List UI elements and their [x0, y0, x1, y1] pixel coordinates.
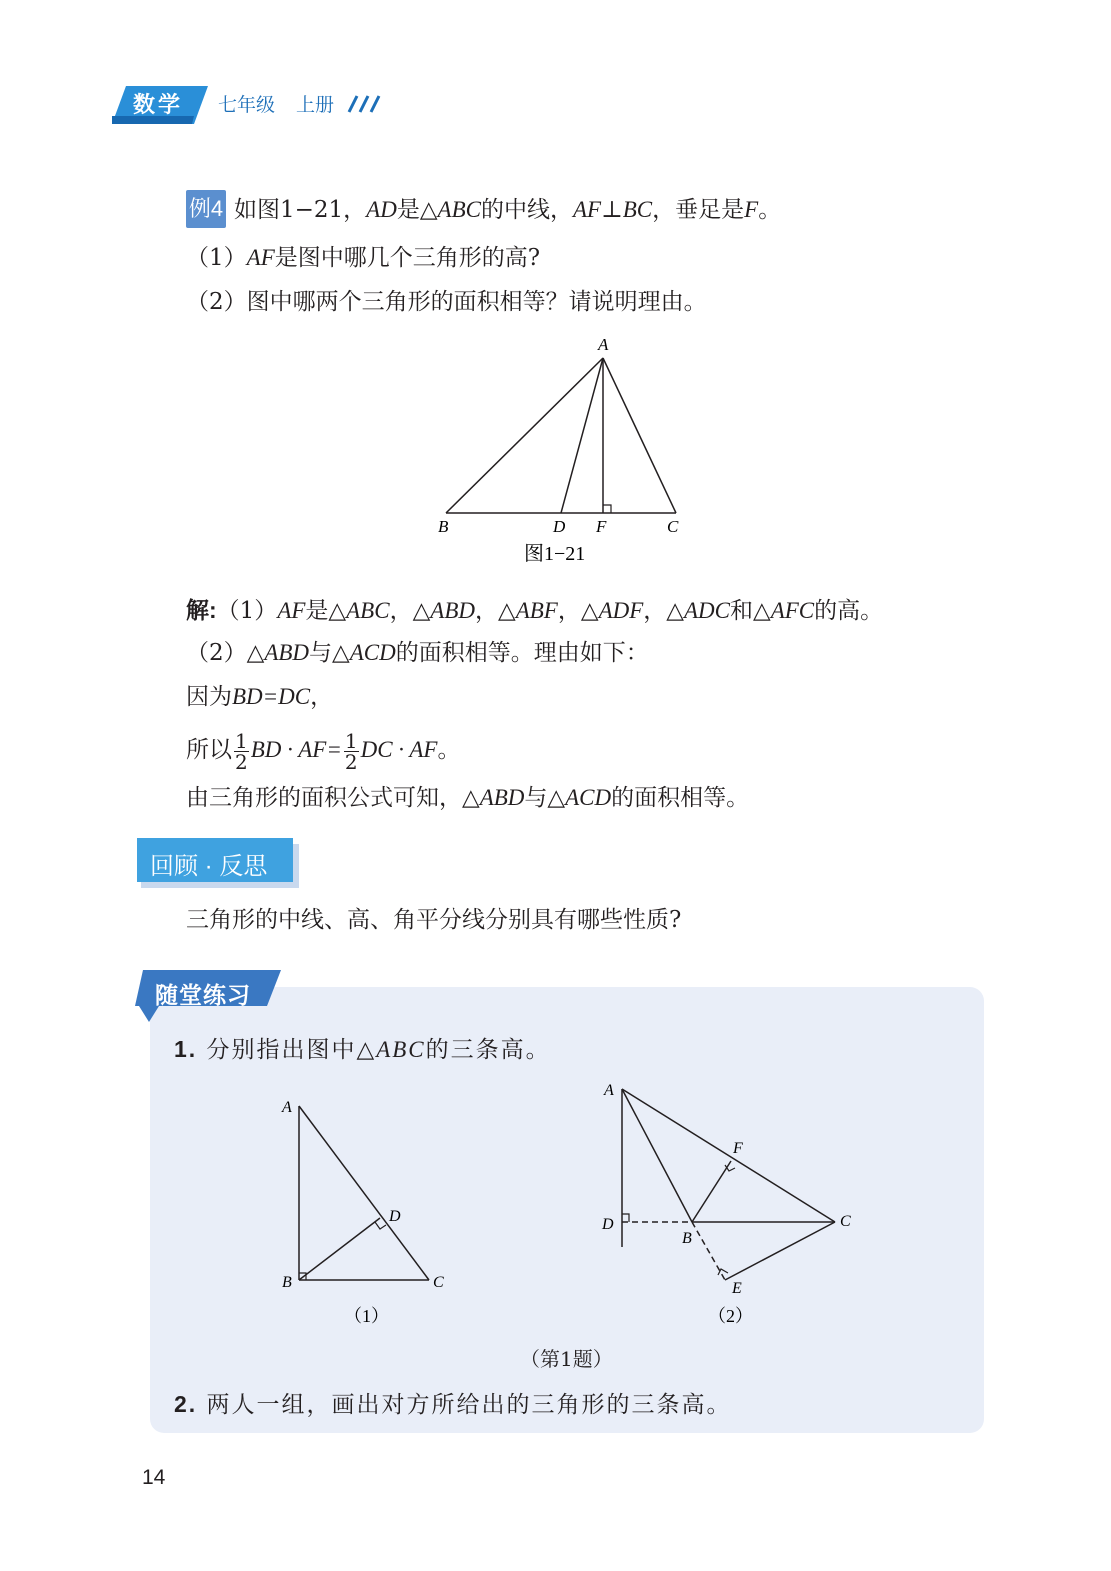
example-question-2: （2）图中哪两个三角形的面积相等？请说明理由。 [186, 289, 707, 315]
solution-line-2: （2）△ABD与△ACD的面积相等。理由如下： [186, 640, 649, 666]
fraction-half: $\frac{1}{2}$ [344, 728, 358, 774]
label-d: D [389, 1208, 401, 1225]
header-subject: 数学 [133, 92, 184, 117]
right-angle-mark-d [375, 1222, 386, 1229]
review-question: 三角形的中线、高、角平分线分别具有哪些性质? [186, 907, 682, 933]
segment-ad [561, 358, 603, 513]
label-b: B [282, 1274, 292, 1291]
label-a: A [598, 335, 609, 354]
label-f: F [733, 1140, 743, 1157]
label-d: D [602, 1216, 614, 1233]
segment-ab [446, 358, 603, 513]
label-c: C [433, 1274, 444, 1291]
label-d: D [553, 517, 566, 536]
practice-figure-2 [590, 1075, 870, 1335]
segment-bf [692, 1161, 731, 1222]
practice-title: 随堂练习 [155, 982, 251, 1008]
solution-label: 解: [186, 597, 217, 623]
figure-caption: （1） [344, 1306, 389, 1326]
solution-line-1: 解:（1）AF是△ABC，△ABD，△ABF，△ADF，△ADC和△AFC的高。 [186, 597, 884, 624]
page-number: 14 [142, 1466, 166, 1489]
solution-line-3: 因为BD=DC， [186, 684, 334, 710]
review-title: 回顾 · 反思 [150, 853, 268, 880]
segment-ce [725, 1222, 835, 1280]
example-statement: 如图1−21，AD是△ABC的中线，AF⊥BC，垂足是F。 [234, 197, 782, 223]
practice-figure-1 [270, 1090, 460, 1340]
label-c: C [667, 517, 679, 536]
figure-1-21 [430, 330, 690, 570]
practice-question-2: 2. 两人一组，画出对方所给出的三角形的三条高。 [174, 1391, 732, 1418]
label-e: E [732, 1280, 742, 1297]
segment-ac [603, 358, 676, 513]
segment-ac [299, 1106, 429, 1280]
example-question-1: （1）AF是图中哪几个三角形的高? [186, 245, 541, 271]
header-volume: 上册 [296, 95, 335, 116]
label-b: B [438, 517, 449, 536]
label-b: B [682, 1230, 692, 1247]
label-a: A [604, 1082, 614, 1099]
figure-caption: （2） [708, 1306, 753, 1326]
practice-question-1: 1. 分别指出图中△ABC的三条高。 [174, 1036, 551, 1063]
segment-bd [299, 1218, 380, 1280]
practice-figures-caption: （第1题） [520, 1347, 613, 1371]
right-angle-mark-f [725, 1165, 735, 1171]
segment-ac [622, 1089, 835, 1222]
label-a: A [282, 1099, 292, 1116]
right-angle-mark-d [622, 1214, 629, 1222]
header-grade: 七年级 [218, 95, 276, 116]
label-f: F [596, 517, 607, 536]
label-c: C [840, 1213, 851, 1230]
fraction-half: $\frac{1}{2}$ [235, 728, 248, 774]
segment-ab [622, 1089, 692, 1222]
example-badge: 例4 [186, 190, 226, 228]
solution-line-5: 由三角形的面积公式可知，△ABD与△ACD的面积相等。 [186, 785, 750, 811]
solution-line-4: 所以 $\frac{1}{2}$ BD · AF= $\frac{1}{2}$ DC · AF。 [186, 728, 461, 774]
right-angle-mark [603, 505, 611, 513]
header-slash-decoration [343, 92, 383, 114]
figure-caption: 图1−21 [524, 543, 586, 565]
